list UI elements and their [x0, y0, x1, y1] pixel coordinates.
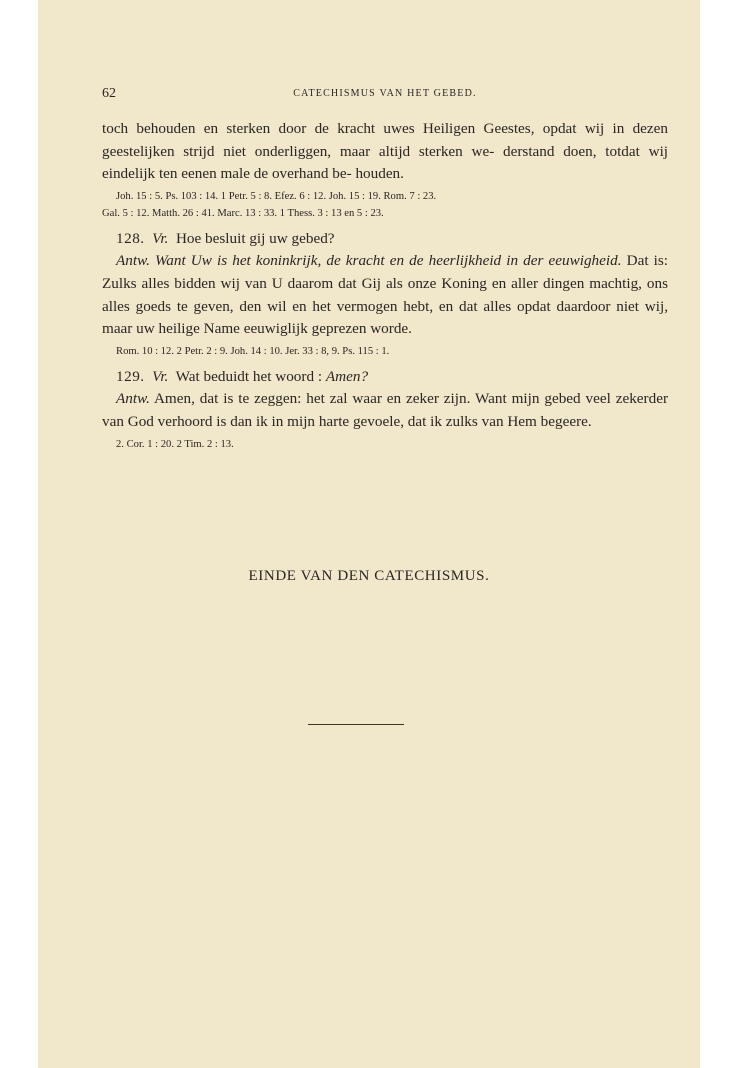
- text-line: derstand doen, totdat wij eindelijk ten eenen male de overhand be-: [102, 142, 669, 183]
- answer-text: als onze Koning en aller dingen machtig, ons alles goeds te geven, den: [102, 274, 668, 315]
- answer-128: [102, 250, 668, 340]
- answer-129: [102, 388, 668, 433]
- answer-text: dat ik zulks van Hem begeere.: [407, 412, 592, 430]
- closing-title: EINDE VAN DEN CATECHISMUS.: [248, 568, 490, 584]
- question-text: Hoe besluit gij uw gebed?: [175, 229, 335, 247]
- question-129: [102, 366, 668, 389]
- running-title: CATECHISMUS VAN HET GEBED.: [293, 88, 477, 99]
- answer-quote: eeuwigheid.: [548, 252, 622, 270]
- answer-quote: Want Uw is het koninkrijk, de kracht en de heerlijkheid in der: [155, 252, 544, 270]
- answer-text: gebed veel zekerder van God verhoord is dan ik in mijn harte gevoele,: [102, 390, 669, 430]
- reference-line: Gal. 5 : 12. Matth. 26 : 41. Marc. 13 : 33. 1 Thess. 3 : 13 en 5 : 23.: [102, 207, 384, 219]
- book-page: [38, 0, 700, 1068]
- page-header: [102, 86, 668, 106]
- antw-label: Antw.: [116, 390, 150, 408]
- text-line: wij in dezen geestelijken strijd niet onderliggen, maar altijd sterken we-: [102, 120, 668, 160]
- reference-line: Joh. 15 : 5. Ps. 103 : 14. 1 Petr. 5 : 8. Efez. 6 : 12. Joh. 15 : 19. Rom. 7 : 23.: [116, 190, 437, 202]
- scripture-references: Rom. 10 : 12. 2 Petr. 2 : 9. Joh. 14 : 10. Jer. 33 : 8, 9. Ps. 115 : 1.: [116, 345, 390, 357]
- answer-text: uw heilige Name eeuwiglijk geprezen worde.: [136, 320, 412, 338]
- question-number: 129.: [116, 367, 145, 385]
- scripture-references: 2. Cor. 1 : 20. 2 Tim. 2 : 13.: [116, 438, 234, 450]
- question-128: [102, 228, 668, 251]
- question-text: Wat beduidt het woord :: [175, 367, 323, 385]
- question-italic: Amen?: [325, 367, 369, 385]
- vr-label: Vr.: [152, 229, 169, 247]
- text-line: toch behouden en sterken door de kracht uwes Heiligen Geestes, opdat: [102, 120, 577, 137]
- answer-text: Dat is: Zulks alles bidden wij van U daarom dat Gij: [102, 252, 668, 292]
- continuation-paragraph: [102, 118, 668, 186]
- answer-text: Amen, dat is te zeggen: het zal waar en zeker zijn. Want mijn: [153, 390, 540, 408]
- answer-text: wil en het vermogen hebt, en dat alles opdat daardoor niet wij, maar: [102, 297, 668, 338]
- end-rule: [308, 724, 404, 725]
- text-line: houden.: [355, 165, 404, 183]
- scripture-references: [102, 188, 668, 222]
- page-number: 62: [102, 86, 116, 101]
- antw-label: Antw.: [116, 252, 150, 270]
- vr-label: Vr.: [152, 367, 169, 385]
- body-text: [102, 118, 668, 459]
- question-number: 128.: [116, 229, 145, 247]
